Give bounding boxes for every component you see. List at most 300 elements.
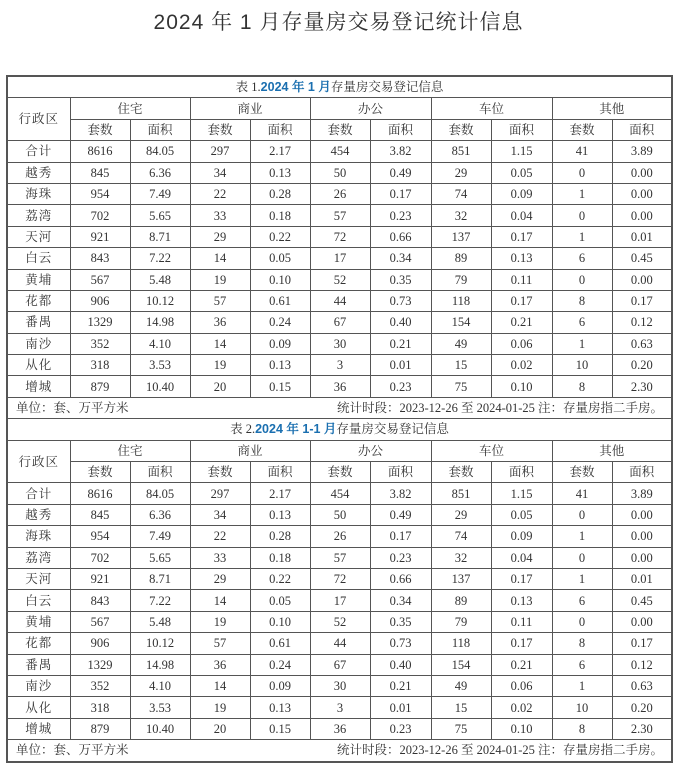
period-note: 统计时段：2023-12-26 至 2024-01-25 注：存量房指二手房。 — [337, 401, 664, 416]
table-row — [7, 312, 672, 333]
value-cell: 15 — [431, 355, 491, 376]
value-cell: 0 — [552, 504, 612, 525]
value-cell: 3.53 — [130, 355, 190, 376]
value-cell: 7.49 — [130, 526, 190, 547]
district-cell: 白云 — [7, 590, 70, 611]
value-cell: 2.17 — [250, 141, 310, 162]
value-cell: 49 — [431, 675, 491, 696]
value-cell: 84.05 — [130, 141, 190, 162]
value-cell: 33 — [190, 205, 250, 226]
value-cell: 0.23 — [370, 718, 431, 739]
value-cell: 0.22 — [250, 226, 310, 247]
district-cell: 天河 — [7, 226, 70, 247]
value-cell: 0.05 — [491, 504, 552, 525]
district-cell: 南沙 — [7, 333, 70, 354]
value-cell: 879 — [70, 376, 130, 397]
value-cell: 0.17 — [491, 290, 552, 311]
district-cell: 白云 — [7, 248, 70, 269]
value-cell: 318 — [70, 697, 130, 718]
count-header: 套数 — [190, 462, 250, 483]
value-cell: 29 — [431, 504, 491, 525]
district-cell: 番禺 — [7, 654, 70, 675]
value-cell: 954 — [70, 183, 130, 204]
value-cell: 20 — [190, 718, 250, 739]
value-cell: 36 — [190, 312, 250, 333]
value-cell: 10.12 — [130, 290, 190, 311]
value-cell: 0.01 — [612, 226, 672, 247]
value-cell: 30 — [310, 675, 370, 696]
note-row — [7, 397, 672, 418]
value-cell: 0.49 — [370, 504, 431, 525]
value-cell: 0.06 — [491, 333, 552, 354]
group-header: 住宅 — [70, 440, 190, 461]
value-cell: 0.15 — [250, 376, 310, 397]
value-cell: 26 — [310, 526, 370, 547]
value-cell: 0 — [552, 162, 612, 183]
value-cell: 1 — [552, 333, 612, 354]
table-row — [7, 718, 672, 739]
district-cell: 天河 — [7, 568, 70, 589]
value-cell: 1 — [552, 568, 612, 589]
value-cell: 0.21 — [491, 312, 552, 333]
value-cell: 67 — [310, 312, 370, 333]
count-header: 套数 — [70, 119, 130, 140]
value-cell: 32 — [431, 205, 491, 226]
caption-suffix: 存量房交易登记信息 — [330, 80, 444, 95]
value-cell: 22 — [190, 183, 250, 204]
district-cell: 黄埔 — [7, 611, 70, 632]
value-cell: 0.66 — [370, 226, 431, 247]
value-cell: 57 — [310, 205, 370, 226]
value-cell: 8616 — [70, 141, 130, 162]
period-note: 统计时段：2023-12-26 至 2024-01-25 注：存量房指二手房。 — [337, 743, 664, 758]
count-header: 套数 — [70, 462, 130, 483]
value-cell: 1329 — [70, 654, 130, 675]
value-cell: 52 — [310, 611, 370, 632]
value-cell: 14 — [190, 675, 250, 696]
value-cell: 0.00 — [612, 205, 672, 226]
value-cell: 0.66 — [370, 568, 431, 589]
value-cell: 10.40 — [130, 376, 190, 397]
value-cell: 0.63 — [612, 333, 672, 354]
value-cell: 1 — [552, 526, 612, 547]
value-cell: 0.09 — [491, 526, 552, 547]
value-cell: 0.23 — [370, 376, 431, 397]
value-cell: 3.82 — [370, 483, 431, 504]
statistics-table — [6, 75, 673, 763]
table-row — [7, 568, 672, 589]
value-cell: 0.00 — [612, 504, 672, 525]
district-cell: 荔湾 — [7, 547, 70, 568]
value-cell: 0.00 — [612, 183, 672, 204]
value-cell: 137 — [431, 568, 491, 589]
value-cell: 0.23 — [370, 205, 431, 226]
area-header: 面积 — [370, 119, 431, 140]
value-cell: 79 — [431, 611, 491, 632]
value-cell: 7.22 — [130, 248, 190, 269]
group-header: 其他 — [552, 440, 672, 461]
value-cell: 0.10 — [491, 376, 552, 397]
area-header: 面积 — [250, 462, 310, 483]
group-header: 车位 — [431, 98, 552, 119]
value-cell: 32 — [431, 547, 491, 568]
value-cell: 0.22 — [250, 568, 310, 589]
note-row — [7, 740, 672, 762]
value-cell: 0.18 — [250, 547, 310, 568]
value-cell: 75 — [431, 376, 491, 397]
value-cell: 36 — [190, 654, 250, 675]
value-cell: 0.13 — [491, 590, 552, 611]
value-cell: 0.13 — [250, 162, 310, 183]
district-cell: 越秀 — [7, 504, 70, 525]
value-cell: 0.04 — [491, 205, 552, 226]
value-cell: 7.22 — [130, 590, 190, 611]
value-cell: 10 — [552, 697, 612, 718]
value-cell: 921 — [70, 568, 130, 589]
value-cell: 0.21 — [491, 654, 552, 675]
table-row — [7, 248, 672, 269]
value-cell: 0.13 — [250, 697, 310, 718]
value-cell: 906 — [70, 633, 130, 654]
value-cell: 0.05 — [250, 248, 310, 269]
value-cell: 454 — [310, 141, 370, 162]
value-cell: 4.10 — [130, 675, 190, 696]
value-cell: 33 — [190, 547, 250, 568]
district-header: 行政区 — [7, 440, 70, 483]
value-cell: 0.02 — [491, 355, 552, 376]
value-cell: 41 — [552, 141, 612, 162]
table-note — [7, 740, 672, 762]
value-cell: 14 — [190, 333, 250, 354]
value-cell: 0.21 — [370, 675, 431, 696]
district-cell: 花都 — [7, 633, 70, 654]
value-cell: 567 — [70, 269, 130, 290]
value-cell: 0.35 — [370, 611, 431, 632]
value-cell: 5.48 — [130, 611, 190, 632]
caption-row — [7, 76, 672, 98]
table-row — [7, 611, 672, 632]
district-cell: 合计 — [7, 483, 70, 504]
value-cell: 352 — [70, 333, 130, 354]
value-cell: 0.00 — [612, 547, 672, 568]
caption-prefix: 表 2. — [230, 422, 256, 437]
value-cell: 6 — [552, 590, 612, 611]
value-cell: 137 — [431, 226, 491, 247]
value-cell: 0.45 — [612, 590, 672, 611]
value-cell: 921 — [70, 226, 130, 247]
value-cell: 879 — [70, 718, 130, 739]
count-header: 套数 — [310, 462, 370, 483]
value-cell: 30 — [310, 333, 370, 354]
district-cell: 合计 — [7, 141, 70, 162]
district-cell: 增城 — [7, 376, 70, 397]
value-cell: 0.00 — [612, 269, 672, 290]
value-cell: 74 — [431, 526, 491, 547]
value-cell: 8.71 — [130, 226, 190, 247]
value-cell: 5.65 — [130, 547, 190, 568]
value-cell: 0.17 — [491, 568, 552, 589]
value-cell: 0.17 — [612, 633, 672, 654]
page-title: 2024 年 1 月存量房交易登记统计信息 — [153, 11, 524, 34]
tables-container — [6, 75, 671, 763]
value-cell: 14 — [190, 590, 250, 611]
value-cell: 8 — [552, 290, 612, 311]
area-header: 面积 — [130, 119, 190, 140]
value-cell: 8 — [552, 376, 612, 397]
sub-header-row — [7, 462, 672, 483]
table-row — [7, 697, 672, 718]
value-cell: 10 — [552, 355, 612, 376]
unit-note: 单位：套、万平方米 — [16, 743, 129, 758]
table-row — [7, 290, 672, 311]
value-cell: 72 — [310, 226, 370, 247]
value-cell: 1329 — [70, 312, 130, 333]
value-cell: 14.98 — [130, 654, 190, 675]
value-cell: 34 — [190, 162, 250, 183]
value-cell: 0.13 — [250, 355, 310, 376]
district-cell: 海珠 — [7, 183, 70, 204]
value-cell: 17 — [310, 590, 370, 611]
table-body — [7, 76, 672, 762]
value-cell: 0.18 — [250, 205, 310, 226]
value-cell: 74 — [431, 183, 491, 204]
value-cell: 4.10 — [130, 333, 190, 354]
count-header: 套数 — [310, 119, 370, 140]
value-cell: 0.21 — [370, 333, 431, 354]
value-cell: 44 — [310, 633, 370, 654]
district-cell: 从化 — [7, 355, 70, 376]
table-row — [7, 226, 672, 247]
sub-header-row — [7, 119, 672, 140]
value-cell: 10.12 — [130, 633, 190, 654]
value-cell: 0.45 — [612, 248, 672, 269]
district-header: 行政区 — [7, 98, 70, 141]
value-cell: 0.10 — [250, 611, 310, 632]
value-cell: 0.17 — [612, 290, 672, 311]
value-cell: 8.71 — [130, 568, 190, 589]
table-row — [7, 590, 672, 611]
value-cell: 0.23 — [370, 547, 431, 568]
value-cell: 6.36 — [130, 162, 190, 183]
table-caption — [7, 419, 672, 440]
value-cell: 154 — [431, 312, 491, 333]
value-cell: 14.98 — [130, 312, 190, 333]
value-cell: 318 — [70, 355, 130, 376]
value-cell: 50 — [310, 162, 370, 183]
value-cell: 0.00 — [612, 611, 672, 632]
value-cell: 19 — [190, 355, 250, 376]
table-row — [7, 654, 672, 675]
value-cell: 89 — [431, 248, 491, 269]
value-cell: 154 — [431, 654, 491, 675]
value-cell: 0.12 — [612, 654, 672, 675]
value-cell: 0.12 — [612, 312, 672, 333]
value-cell: 0.40 — [370, 312, 431, 333]
value-cell: 5.65 — [130, 205, 190, 226]
count-header: 套数 — [431, 119, 491, 140]
value-cell: 0 — [552, 611, 612, 632]
group-header: 住宅 — [70, 98, 190, 119]
value-cell: 75 — [431, 718, 491, 739]
value-cell: 8 — [552, 633, 612, 654]
value-cell: 0.01 — [370, 355, 431, 376]
value-cell: 17 — [310, 248, 370, 269]
value-cell: 0.24 — [250, 654, 310, 675]
value-cell: 7.49 — [130, 183, 190, 204]
value-cell: 19 — [190, 697, 250, 718]
value-cell: 0.13 — [250, 504, 310, 525]
value-cell: 29 — [190, 568, 250, 589]
district-cell: 花都 — [7, 290, 70, 311]
group-header-row — [7, 440, 672, 461]
unit-note: 单位：套、万平方米 — [16, 401, 129, 416]
value-cell: 79 — [431, 269, 491, 290]
note-wrap — [16, 398, 663, 418]
value-cell: 2.30 — [612, 376, 672, 397]
value-cell: 26 — [310, 183, 370, 204]
area-header: 面积 — [250, 119, 310, 140]
caption-suffix: 存量房交易登记信息 — [336, 422, 449, 437]
value-cell: 8616 — [70, 483, 130, 504]
count-header: 套数 — [552, 119, 612, 140]
value-cell: 3.89 — [612, 483, 672, 504]
table-row — [7, 183, 672, 204]
table-row — [7, 355, 672, 376]
value-cell: 19 — [190, 269, 250, 290]
value-cell: 0.20 — [612, 697, 672, 718]
table-row — [7, 269, 672, 290]
value-cell: 851 — [431, 141, 491, 162]
value-cell: 843 — [70, 248, 130, 269]
value-cell: 1 — [552, 675, 612, 696]
value-cell: 0.11 — [491, 611, 552, 632]
group-header: 其他 — [552, 98, 672, 119]
value-cell: 0.09 — [250, 675, 310, 696]
table-row — [7, 333, 672, 354]
value-cell: 0.06 — [491, 675, 552, 696]
value-cell: 3.82 — [370, 141, 431, 162]
district-cell: 增城 — [7, 718, 70, 739]
value-cell: 0 — [552, 205, 612, 226]
value-cell: 0.10 — [250, 269, 310, 290]
value-cell: 0.73 — [370, 633, 431, 654]
value-cell: 72 — [310, 568, 370, 589]
value-cell: 0.09 — [491, 183, 552, 204]
value-cell: 954 — [70, 526, 130, 547]
value-cell: 0.20 — [612, 355, 672, 376]
value-cell: 29 — [431, 162, 491, 183]
value-cell: 845 — [70, 504, 130, 525]
value-cell: 1.15 — [491, 483, 552, 504]
value-cell: 0.15 — [250, 718, 310, 739]
value-cell: 0.05 — [250, 590, 310, 611]
value-cell: 567 — [70, 611, 130, 632]
value-cell: 0.34 — [370, 248, 431, 269]
value-cell: 44 — [310, 290, 370, 311]
value-cell: 352 — [70, 675, 130, 696]
value-cell: 5.48 — [130, 269, 190, 290]
value-cell: 0.17 — [491, 633, 552, 654]
value-cell: 36 — [310, 376, 370, 397]
value-cell: 851 — [431, 483, 491, 504]
value-cell: 41 — [552, 483, 612, 504]
district-cell: 海珠 — [7, 526, 70, 547]
value-cell: 0.13 — [491, 248, 552, 269]
table-row — [7, 483, 672, 504]
value-cell: 49 — [431, 333, 491, 354]
value-cell: 0.00 — [612, 526, 672, 547]
value-cell: 118 — [431, 633, 491, 654]
value-cell: 843 — [70, 590, 130, 611]
value-cell: 1 — [552, 226, 612, 247]
value-cell: 0.00 — [612, 162, 672, 183]
district-cell: 荔湾 — [7, 205, 70, 226]
value-cell: 50 — [310, 504, 370, 525]
value-cell: 6 — [552, 312, 612, 333]
value-cell: 0.73 — [370, 290, 431, 311]
value-cell: 0.24 — [250, 312, 310, 333]
value-cell: 0.35 — [370, 269, 431, 290]
value-cell: 0.49 — [370, 162, 431, 183]
caption-highlight: 2024 年 1-1 月 — [255, 422, 337, 437]
district-cell: 黄埔 — [7, 269, 70, 290]
value-cell: 3.89 — [612, 141, 672, 162]
value-cell: 0 — [552, 547, 612, 568]
value-cell: 1 — [552, 183, 612, 204]
count-header: 套数 — [552, 462, 612, 483]
value-cell: 3 — [310, 697, 370, 718]
value-cell: 0.28 — [250, 526, 310, 547]
table-row — [7, 504, 672, 525]
area-header: 面积 — [491, 462, 552, 483]
table-row — [7, 162, 672, 183]
value-cell: 0.04 — [491, 547, 552, 568]
table-row — [7, 205, 672, 226]
caption-prefix: 表 1. — [235, 80, 261, 95]
area-header: 面积 — [612, 119, 672, 140]
value-cell: 2.30 — [612, 718, 672, 739]
value-cell: 0.34 — [370, 590, 431, 611]
group-header-row — [7, 98, 672, 119]
value-cell: 454 — [310, 483, 370, 504]
area-header: 面积 — [130, 462, 190, 483]
value-cell: 0.01 — [370, 697, 431, 718]
note-wrap — [16, 740, 663, 760]
value-cell: 57 — [190, 633, 250, 654]
value-cell: 0.61 — [250, 633, 310, 654]
district-cell: 南沙 — [7, 675, 70, 696]
value-cell: 57 — [190, 290, 250, 311]
value-cell: 84.05 — [130, 483, 190, 504]
count-header: 套数 — [431, 462, 491, 483]
group-header: 商业 — [190, 440, 310, 461]
table-row — [7, 633, 672, 654]
value-cell: 0 — [552, 269, 612, 290]
value-cell: 0.01 — [612, 568, 672, 589]
group-header: 车位 — [431, 440, 552, 461]
group-header: 办公 — [310, 98, 431, 119]
value-cell: 702 — [70, 205, 130, 226]
value-cell: 8 — [552, 718, 612, 739]
value-cell: 6 — [552, 248, 612, 269]
area-header: 面积 — [491, 119, 552, 140]
district-cell: 番禺 — [7, 312, 70, 333]
value-cell: 3.53 — [130, 697, 190, 718]
district-cell: 从化 — [7, 697, 70, 718]
value-cell: 15 — [431, 697, 491, 718]
district-cell: 越秀 — [7, 162, 70, 183]
value-cell: 0.63 — [612, 675, 672, 696]
